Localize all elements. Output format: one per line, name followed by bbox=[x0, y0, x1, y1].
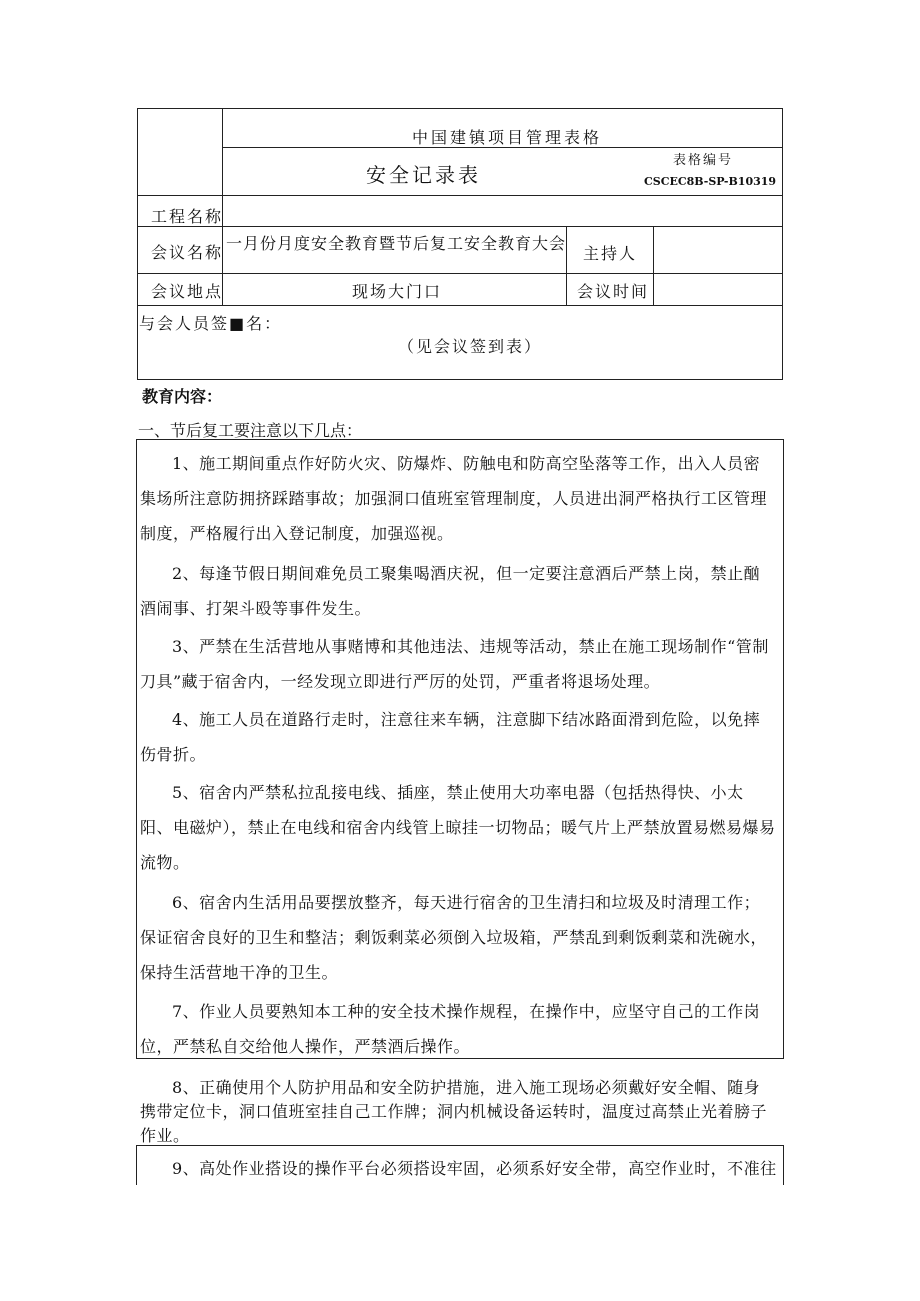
content-item-5: 5、宿舍内严禁私拉乱接电线、插座，禁止使用大功率电器（包括热得快、小太阳、电磁炉），禁止在电线和宿舍内线管上晾挂一切物品；暖气片上严禁放置易燃易爆易流物。 bbox=[140, 783, 776, 872]
content-item-4: 4、施工人员在道路行走时，注意往来车辆，注意脚下结冰路面滑到危险，以免摔伤骨折。 bbox=[140, 710, 761, 764]
host-value-divider bbox=[653, 226, 654, 306]
content-item-3: 3、严禁在生活营地从事赌博和其他违法、违规等活动，禁止在施工现场制作“管制刀具”藏于宿舍内，一经发现立即进行严厉的处罚，严重者将退场处理。 bbox=[140, 637, 769, 691]
form-title: 安全记录表 bbox=[366, 163, 481, 187]
form-number: CSCEC8B-SP-B10319 bbox=[644, 175, 777, 188]
content-item-2: 2、每逢节假日期间难免员工聚集喝酒庆祝，但一定要注意酒后严禁上岗，禁止酗酒闹事、打架斗殴等事件发生。 bbox=[140, 564, 761, 618]
content-item-9: 9、高处作业搭设的操作平台必须搭设牢固，必须系好安全带，高空作业时，不准往 bbox=[172, 1159, 777, 1178]
location-label: 会议地点 bbox=[151, 282, 224, 301]
host-label: 主持人 bbox=[583, 244, 638, 263]
table-border-right bbox=[782, 108, 783, 380]
content-item-6: 6、宿舍内生活用品要摆放整齐，每天进行宿舍的卫生清扫和垃圾及时清理工作；保证宿舍良好的卫生和整洁；剩饭剩菜必须倒入垃圾箱，严禁乱到剩饭剩菜和洗碗水，保持生活营地干净的卫生。 bbox=[140, 893, 768, 982]
time-label: 会议时间 bbox=[577, 282, 650, 301]
attendees-value: （见会议签到表） bbox=[398, 337, 543, 356]
education-content-heading: 教育内容： bbox=[142, 387, 223, 406]
content-item-8: 8、正确使用个人防护用品和安全防护措施，进入施工现场必须戴好安全帽、随身携带定位卡，洞口值班室挂自己工作牌；洞内机械设备运转时，温度过高禁止光着膀子作业。 bbox=[140, 1078, 768, 1145]
attendees-label: 与会人员签■名： bbox=[139, 314, 283, 333]
row-divider-4 bbox=[137, 305, 783, 306]
form-number-label: 表格编号 bbox=[673, 153, 734, 168]
org-title: 中国建镇项目管理表格 bbox=[412, 128, 603, 147]
table-border-left bbox=[137, 108, 138, 380]
project-name-label: 工程名称 bbox=[151, 207, 224, 226]
content-item-7: 7、作业人员要熟知本工种的安全技术操作规程，在操作中，应坚守自己的工作岗位，严禁私自交给他人操作，严禁酒后操作。 bbox=[140, 1002, 761, 1056]
table-border-bottom bbox=[137, 379, 783, 380]
content-item-1: 1、施工期间重点作好防火灾、防爆炸、防触电和防高空坠落等工作，出入人员密集场所注意防拥挤踩踏事故；加强洞口值班室管理制度，人员进出洞严格执行工区管理制度，严格履行出入登记制度，加强巡视。 bbox=[140, 454, 768, 543]
meeting-name-label: 会议名称 bbox=[151, 243, 224, 262]
host-column-divider bbox=[566, 226, 567, 306]
table-border-top bbox=[137, 108, 783, 109]
row-divider-3 bbox=[137, 273, 783, 274]
row-divider-2 bbox=[137, 226, 783, 227]
location-value: 现场大门口 bbox=[352, 282, 443, 301]
section-title: 一、节后复工要注意以下几点： bbox=[138, 421, 363, 440]
row-divider-1 bbox=[137, 195, 783, 196]
meeting-name-value: 一月份月度安全教育暨节后复工安全教育大会 bbox=[226, 234, 567, 253]
